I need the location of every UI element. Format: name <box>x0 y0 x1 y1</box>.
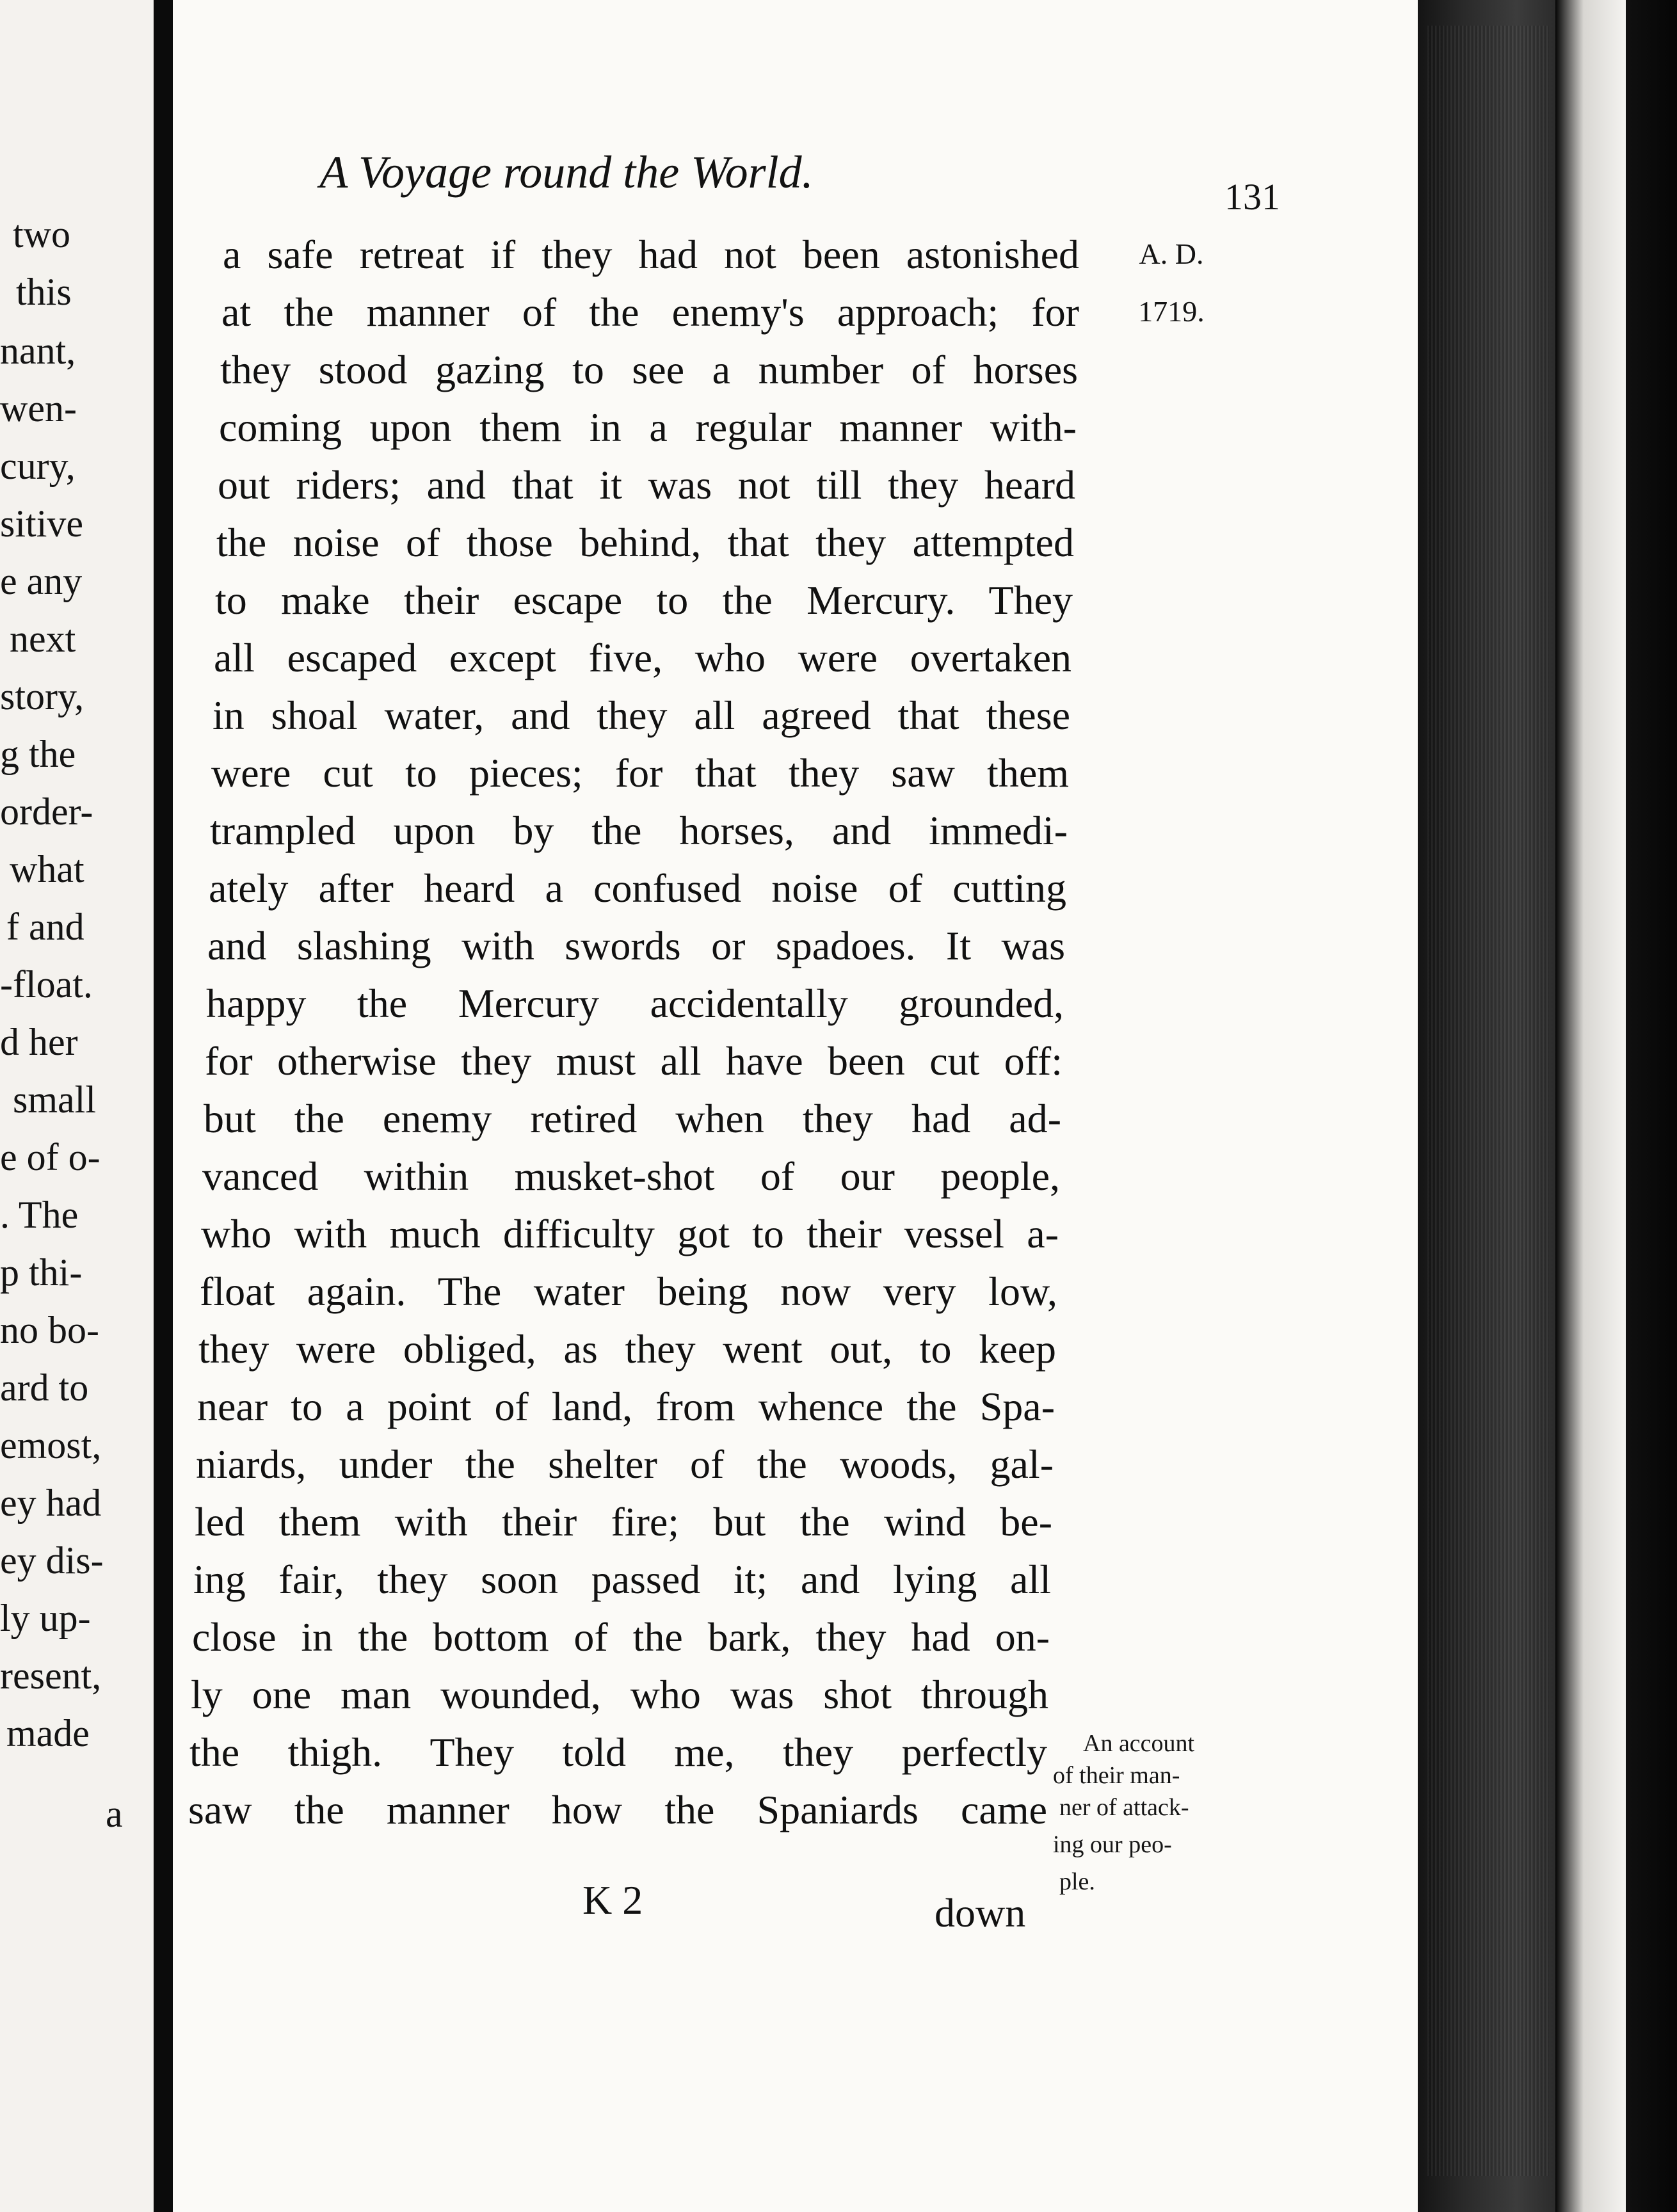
running-title <box>173 146 960 204</box>
page-edge-texture <box>1427 26 1549 2176</box>
left-page-line: no bo- <box>0 1309 99 1351</box>
signature-mark: K 2 <box>582 1877 643 1923</box>
left-page-line: sitive <box>0 502 83 545</box>
text-line: ately after heard a confused noise of cutting <box>209 865 1066 911</box>
left-page-line: ey dis- <box>0 1539 104 1582</box>
text-line: saw the manner how the Spaniards came <box>188 1787 1047 1832</box>
text-line: happy the Mercury accidentally grounded, <box>206 981 1064 1026</box>
text-line: they stood gazing to see a number of horses <box>220 347 1078 392</box>
left-page-line: nant, <box>0 330 76 372</box>
page-number: 131 <box>1224 176 1280 218</box>
text-line: trampled upon by the horses, and immedi- <box>210 808 1068 853</box>
left-page-line: ly up- <box>0 1597 91 1639</box>
text-line: ly one man wounded, who was shot through <box>191 1672 1048 1717</box>
text-line: led them with their fire; but the wind be- <box>195 1499 1052 1544</box>
book-edge-highlight <box>1555 0 1626 2212</box>
left-page-line: emost, <box>0 1424 102 1466</box>
left-page-line: g the <box>0 733 76 775</box>
text-line: float again. The water being now very low, <box>200 1269 1057 1314</box>
left-page-line: cury, <box>0 445 76 487</box>
text-line: coming upon them in a regular manner with- <box>219 405 1077 450</box>
margin-note-line: ple. <box>1059 1868 1095 1895</box>
margin-note-line: of their man- <box>1053 1762 1180 1789</box>
left-page-line: wen- <box>0 387 77 429</box>
text-line: out riders; and that it was not till they heard <box>218 462 1075 508</box>
left-page-line: next <box>10 618 76 660</box>
left-page-line: ard to <box>0 1366 89 1409</box>
left-page-line: ey had <box>0 1482 102 1524</box>
text-line: to make their escape to the Mercury. They <box>215 577 1073 623</box>
text-line: a safe retreat if they had not been astonished <box>223 232 1079 277</box>
text-line: ing fair, they soon passed it; and lying all <box>193 1557 1051 1602</box>
text-line: and slashing with swords or spadoes. It was <box>207 923 1065 968</box>
left-page-line: d her <box>0 1021 78 1063</box>
text-line: at the manner of the enemy's approach; for <box>221 289 1079 335</box>
left-page-line: resent, <box>0 1655 102 1697</box>
margin-year: 1719. <box>1138 295 1205 328</box>
left-page-line: e any <box>0 560 83 602</box>
left-page-line: two <box>13 213 70 255</box>
left-page-line: . The <box>0 1194 79 1236</box>
text-line: the noise of those behind, that they attempted <box>216 520 1074 565</box>
left-page-line: story, <box>0 675 84 717</box>
left-page-fragment <box>0 0 154 2212</box>
text-line: niards, under the shelter of the woods, gal- <box>196 1441 1054 1487</box>
text-line: all escaped except five, who were overtaken <box>214 635 1071 680</box>
left-page-line: small <box>13 1078 96 1121</box>
running-title-text: A Voyage round the World. <box>319 147 814 198</box>
text-line: but the enemy retired when they had ad- <box>204 1096 1061 1141</box>
left-page-line: e of o- <box>0 1136 100 1178</box>
left-page-line: what <box>10 848 84 890</box>
margin-note-line: ner of attack- <box>1059 1794 1189 1821</box>
left-page-line: made <box>6 1712 90 1754</box>
text-line: were cut to pieces; for that they saw them <box>211 750 1069 796</box>
text-line: they were obliged, as they went out, to keep <box>198 1326 1056 1372</box>
margin-year-label: A. D. <box>1139 237 1204 270</box>
left-page-line: f and <box>6 906 84 948</box>
left-page-line: this <box>16 271 72 313</box>
text-line: who with much difficulty got to their vessel a- <box>201 1211 1059 1256</box>
left-page-line: order- <box>0 790 93 833</box>
margin-note-line: An account <box>1083 1730 1195 1757</box>
left-page-line: p thi- <box>0 1251 83 1294</box>
text-line: in shoal water, and they all agreed that these <box>213 693 1070 738</box>
left-page-line: -float. <box>0 963 93 1006</box>
text-line: for otherwise they must all have been cut off: <box>205 1038 1063 1084</box>
text-line: vanced within musket-shot of our people, <box>202 1153 1060 1199</box>
book-gutter <box>154 0 173 2212</box>
text-line: the thigh. They told me, they perfectly <box>189 1729 1047 1775</box>
margin-note-line: ing our peo- <box>1053 1831 1172 1858</box>
catchword: down <box>935 1890 1026 1936</box>
left-page-line: a <box>106 1793 123 1835</box>
text-line: near to a point of land, from whence the Spa- <box>197 1384 1055 1429</box>
text-line: close in the bottom of the bark, they had on- <box>192 1614 1050 1660</box>
